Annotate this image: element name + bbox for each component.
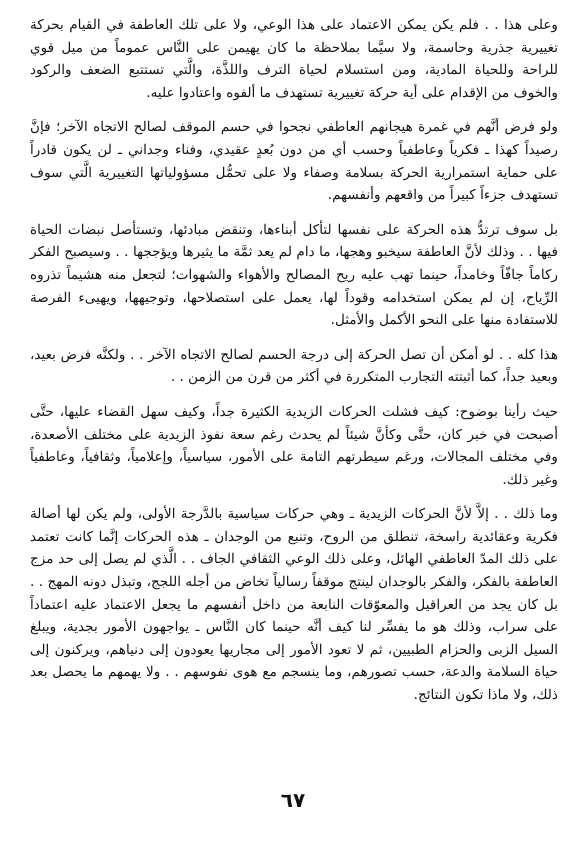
page-number: ٦٧ [280,788,306,812]
paragraph-5: حيث رأينا بوضوح: كيف فشلت الحركات الزيدية الكثيرة جداً، وكيف سهل القضاء عليها، حتَّى أصبحت في خبر كان، حتَّى وكأنَّ شيئاً لم يحدث رغم سعة نفوذ الزيدية على مختلف الأصعدة، وفي مختلف المجالات، ورغم سيطرتهم التامة على الأمور، سياسياً، وإعلامياً، وثقافياً، وعاطفياً وغير ذلك. [30,403,558,488]
paragraph-3: بل سوف ترتدُّ هذه الحركة على نفسها لتأكل أبناءها، وتنقض مبادئها، وتستأصل نبضات الحياة فيها . . وذلك لأنَّ العاطفة سيخبو وهجها، ما دام لم يعد ثمَّة ما يثيرها ويؤججها . . وسيصبح الفكر ركاماً جافّاً وخامداً، حينما تهب عليه ريح المصالح والأهواء والشهوات؛ لتجعل منه هشيماً تذروه الرِّياح، إن لم يمكن استخدامه وقوداً لها، يعمل على استصلاحها، وتوجيهها، ويهيىء الفرصة للاستفادة منها على النحو الأكمل والأمثل. [30,221,558,329]
paragraph-6: وما ذلك . . إلاَّ لأنَّ الحركات الزيدية ـ وهي حركات سياسية بالدَّرجة الأولى، ولم يكن لها أصالة فكرية وعقائدية راسخة، تنطلق من الروح، وتنبع من الوجدان ـ هذه الحركات إنَّما كانت تعتمد على ذلك المدّ العاطفي الهائل، وعلى ذلك الوعي الثقافي الجاف . . الَّذي لم يصل إلى حد مزج العاطفة بالفكر، والفكر بالوجدان لينتج موقفاً رسالياً تخاض من أجله اللجج، وتبذل دونه المهج . . بل كان يجد من العراقيل والمعوّقات النابعة من داخل أنفسهم ما يجعل الاعتماد عليه اعتماداً على سراب، وذلك هو ما يفسِّر لنا كيف أنَّه حينما كان النَّاس ـ يواجهون الأمور بجدية، ويبلغ السيل الزبى والحزام الطبيين، ثم لا تعود الأمور إلى مجاريها يعودون إلى دنياهم، ويركنون إلى حياة السلامة والدعة، حسب تصورهم، وما ينسجم مع هوى نفوسهم . . ولا يهمهم ما يحصل بعد ذلك، ولا ماذا تكون النتائج. [30,506,559,704]
paragraph-4: هذا كله . . لو أمكن أن تصل الحركة إلى درجة الحسم لصالح الاتجاه الآخر . . ولكنَّه فرض بعيد، وبعيد جداً، كما أثبتته التجارب المتكررة في أكثر من قرن من الزمن . . [30,346,558,386]
page-body [30,14,558,814]
paragraph-1: وعلى هذا . . فلم يكن يمكن الاعتماد على هذا الوعي، ولا على تلك العاطفة في القيام بحركة تغييرية جذرية وحاسمة، ولا سيَّما بملاحظة ما كان يهيمن على النَّاس عموماً من ميل قوي للراحة وللحياة المادية، ومن استسلام لحياة الترف واللذَّة، والَّتي تستتبع الضعف والركود والخوف من الإقدام على أية حركة تغييرية تستهدف ما ألفوه واعتادوا عليه. [30,17,558,101]
paragraph-2: ولو فرض أنَّهم في غمرة هيجانهم العاطفي نجحوا في حسم الموقف لصالح الاتجاه الآخر؛ فإنَّ رصيداً كهذا ـ فكرياً وعاطفياً وحسب أي من دون بُعدٍ عقيدي، وفناء وجداني ـ لن يكون قادراً على حماية استمرارية الحركة بسلامة وصفاء ولا على تحمُّل مسؤولياتها التغييرية الَّتي سوف تستهدف جزءاً كبيراً من واقعهم وأنفسهم. [30,119,558,204]
